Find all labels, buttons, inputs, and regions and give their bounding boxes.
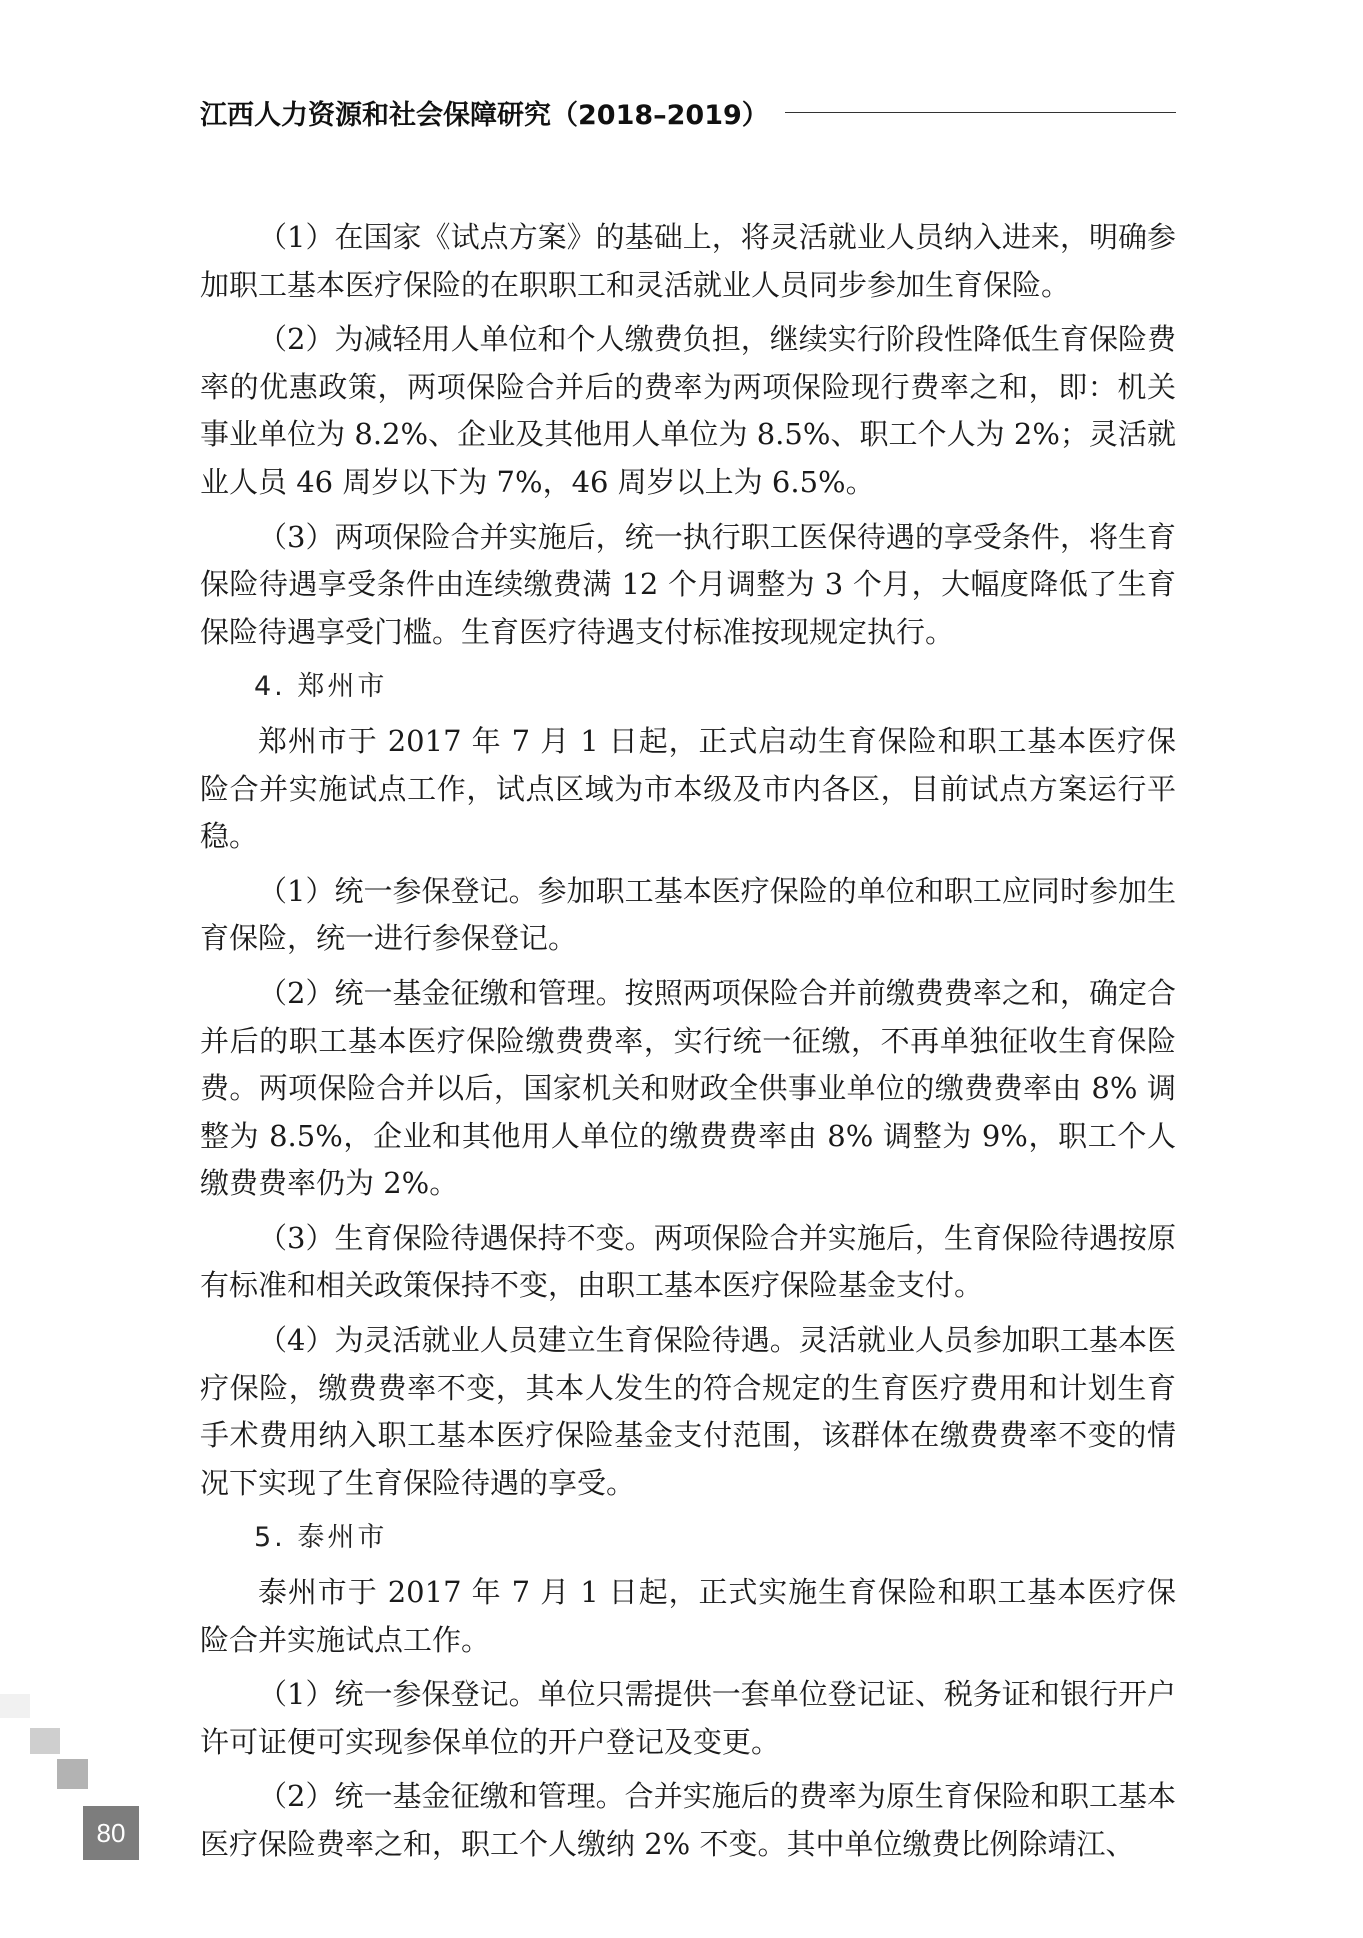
paragraph: （3）生育保险待遇保持不变。两项保险合并实施后，生育保险待遇按原有标准和相关政策保持不变，由职工基本医疗保险基金支付。 — [200, 1220, 1176, 1303]
decorative-square — [0, 1694, 30, 1718]
section-heading-zhengzhou: 4. 郑州市 — [254, 671, 388, 703]
page-body — [200, 214, 1176, 1876]
paragraph: （2）为减轻用人单位和个人缴费负担，继续实行阶段性降低生育保险费率的优惠政策，两项保险合并后的费率为两项保险现行费率之和，即：机关事业单位为 8.2%、企业及其他用人单位为 8.5%、职工个人为 2%；灵活就业人员 46 周岁以下为 7%，46 周岁以上为 6.5%。 — [200, 322, 1176, 499]
section-heading-taizhou: 5. 泰州市 — [254, 1522, 388, 1554]
paragraph: 泰州市于 2017 年 7 月 1 日起，正式实施生育保险和职工基本医疗保险合并实施试点工作。 — [200, 1575, 1176, 1657]
running-header — [200, 92, 1176, 132]
paragraph: （4）为灵活就业人员建立生育保险待遇。灵活就业人员参加职工基本医疗保险，缴费费率不变，其本人发生的符合规定的生育医疗费用和计划生育手术费用纳入职工基本医疗保险基金支付范围，该群体在缴费费率不变的情况下实现了生育保险待遇的享受。 — [200, 1323, 1176, 1500]
paragraph: （1）统一参保登记。参加职工基本医疗保险的单位和职工应同时参加生育保险，统一进行参保登记。 — [200, 873, 1176, 956]
page-number: 80 — [83, 1806, 139, 1860]
paragraph: 郑州市于 2017 年 7 月 1 日起，正式启动生育保险和职工基本医疗保险合并实施试点工作，试点区域为市本级及市内各区，目前试点方案运行平稳。 — [200, 723, 1176, 854]
paragraph: （3）两项保险合并实施后，统一执行职工医保待遇的享受条件，将生育保险待遇享受条件由连续缴费满 12 个月调整为 3 个月，大幅度降低了生育保险待遇享受门槛。生育医疗待遇支付标准按现规定执行。 — [200, 519, 1176, 649]
paragraph: （2）统一基金征缴和管理。合并实施后的费率为原生育保险和职工基本医疗保险费率之和，职工个人缴纳 2% 不变。其中单位缴费比例除靖江、 — [200, 1779, 1176, 1861]
book-title: 江西人力资源和社会保障研究（2018–2019） — [200, 99, 769, 131]
paragraph: （1）在国家《试点方案》的基础上，将灵活就业人员纳入进来，明确参加职工基本医疗保险的在职职工和灵活就业人员同步参加生育保险。 — [200, 220, 1176, 302]
decorative-square — [57, 1759, 88, 1789]
paragraph: （2）统一基金征缴和管理。按照两项保险合并前缴费费率之和，确定合并后的职工基本医疗保险缴费费率，实行统一征缴，不再单独征收生育保险费。两项保险合并以后，国家机关和财政全供事业单位的缴费费率由 8% 调整为 8.5%，企业和其他用人单位的缴费费率由 8% 调整为 9%，职工个人缴费费率仍为 2%。 — [200, 975, 1176, 1201]
paragraph: （1）统一参保登记。单位只需提供一套单位登记证、税务证和银行开户许可证便可实现参保单位的开户登记及变更。 — [200, 1677, 1176, 1759]
header-rule — [785, 112, 1176, 113]
decorative-square — [30, 1728, 60, 1754]
